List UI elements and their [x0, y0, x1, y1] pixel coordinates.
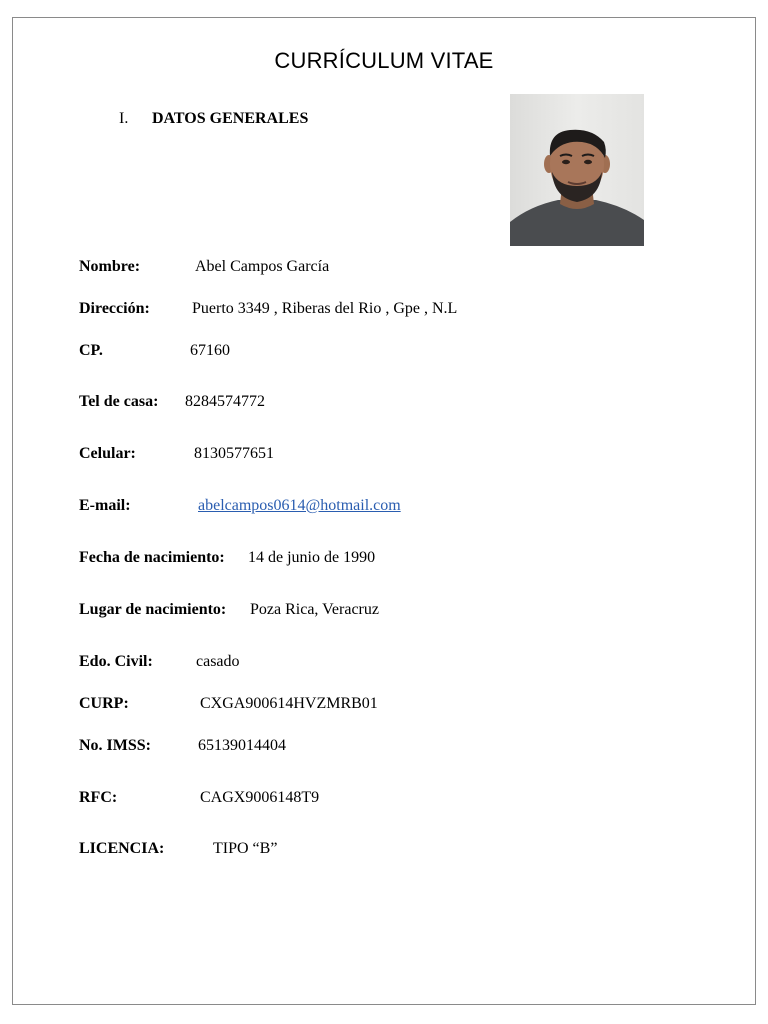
- field-label: Nombre:: [79, 258, 141, 275]
- field-label: E-mail:: [79, 497, 131, 514]
- field-value: casado: [196, 653, 240, 670]
- field-value: 8284574772: [185, 393, 265, 410]
- field-label: Lugar de nacimiento:: [79, 601, 227, 618]
- field-label: Dirección:: [79, 300, 150, 317]
- field-value: 67160: [190, 342, 230, 359]
- field-value: 8130577651: [194, 445, 274, 462]
- field-value: Abel Campos García: [195, 258, 330, 275]
- field-value: 14 de junio de 1990: [248, 549, 376, 566]
- field-label: Celular:: [79, 445, 136, 462]
- field-value: CAGX9006148T9: [200, 789, 320, 806]
- field-label: Tel de casa:: [79, 393, 159, 410]
- document-title: CURRÍCULUM VITAE: [274, 48, 494, 73]
- profile-photo: [510, 94, 644, 246]
- field-value: 65139014404: [198, 737, 286, 754]
- section-number: I.: [119, 110, 129, 127]
- field-label: Fecha de nacimiento:: [79, 549, 225, 566]
- field-label: No. IMSS:: [79, 737, 152, 754]
- field-label: CURP:: [79, 695, 129, 712]
- field-value: TIPO “B”: [213, 840, 278, 857]
- field-label: RFC:: [79, 789, 118, 806]
- field-value: Puerto 3349 , Riberas del Rio , Gpe , N.L: [192, 300, 458, 317]
- field-label: CP.: [79, 342, 103, 359]
- email-link[interactable]: abelcampos0614@hotmail.com: [198, 497, 401, 514]
- field-value: Poza Rica, Veracruz: [250, 601, 379, 618]
- section-heading: [119, 110, 308, 128]
- field-label: LICENCIA:: [79, 840, 165, 857]
- section-name: DATOS GENERALES: [152, 110, 309, 127]
- field-label: Edo. Civil:: [79, 653, 153, 670]
- field-value: CXGA900614HVZMRB01: [200, 695, 378, 712]
